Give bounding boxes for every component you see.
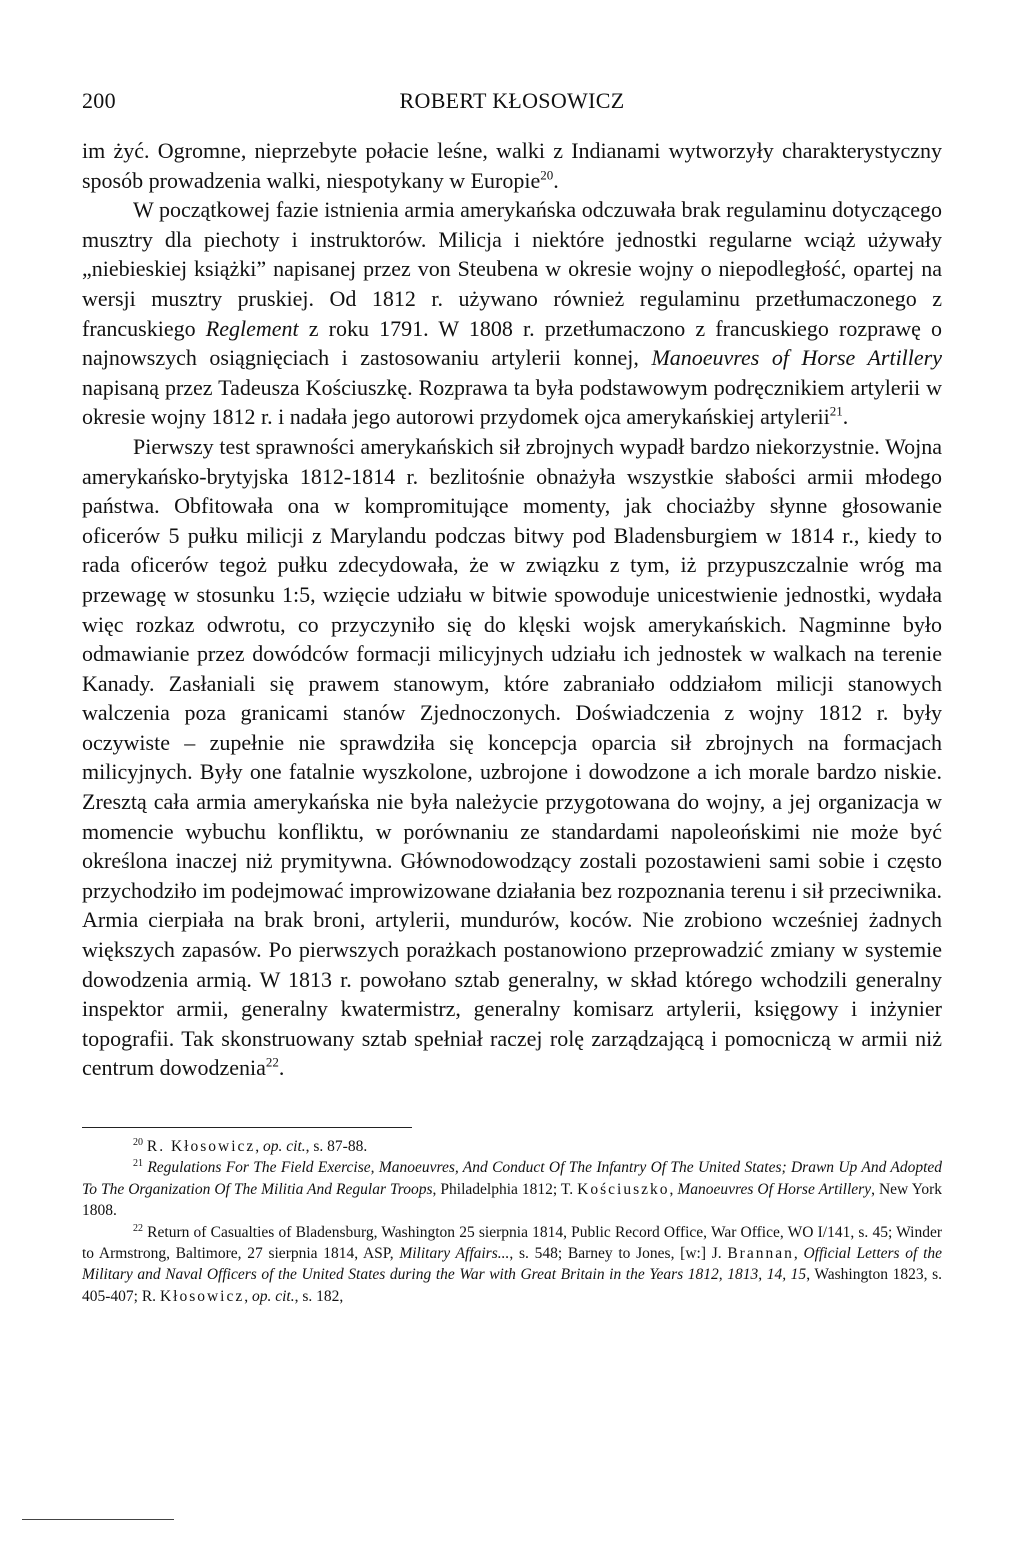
footnote-22 (82, 1222, 942, 1308)
footnote-italic: op. cit. (251, 1287, 295, 1305)
footnote-ref-20: 20 (540, 167, 554, 183)
footnote-21 (82, 1157, 942, 1221)
footnote-italic: Military Affairs... (399, 1245, 510, 1263)
paragraph-1 (82, 136, 942, 195)
paragraph-3-text: Pierwszy test sprawności amerykańskich sił zbrojnych wypadł bardzo niekorzystnie. Wojna amerykańsko-brytyjska 1812-1814 r. bezlitośnie obnażyła wszystkie słabości armii młodego państwa. Obfitowała ona w kompromitujące momenty, jak chociażby słynne głosowanie oficerów 5 pułku milicji z Marylandu podczas bitwy pod Bladensburgiem w 1814 r., kiedy to rada oficerów tegoż pułku zdecydowała, że w związku z tym, iż przypuszczalnie wróg ma przewagę w stosunku 1:5, wzięcie udziału w bitwie spowoduje unicestwienie jednostki, wydała więc rozkaz odwrotu, co przyczyniło się do klęski wojsk amerykańskich. Nagminne było odmawianie przez dowódców formacji milicyjnych udziału ich jednostek w walkach na terenie Kanady. Zasłaniali się prawem stanowym, które zabraniało oddziałom milicji stanowych walczenia poza granicami stanów Zjednoczonych. Doświadczenia z wojny 1812 r. były oczywiste – zupełnie nie sprawdziła się koncepcja oparcia sił zbrojnych na formacjach milicyjnych. Były one fatalnie wyszkolone, uzbrojone i dowodzone a ich morale bardzo niskie. Zresztą cała armia amerykańska nie była należycie przygotowana do wojny, a jej organizacja w momencie wybuchu konfliktu, w porównaniu ze standardami napoleońskimi nie może być określona inaczej niż prymitywna. Głównodowodzący zostali pozostawieni sami sobie i często przychodziło im podejmować improwizowane działania bez rozpoznania terenu i sił przeciwnika. Armia cierpiała na brak broni, artylerii, mundurów, koców. Nie zrobiono wcześniej żadnych większych zapasów. Po pierwszych porażkach postanowiono przeprowadzić zmiany w systemie dowodzenia armią. W 1813 r. powołano sztab generalny, w skład którego wchodzili generalny inspektor armii, generalny kwatermistrz, generalny komisarz artylerii, księgowy i inżynier topografii. Tak skonstruowany sztab spełniał raczej rolę zarządzającą i pomocniczą w armii niż centrum dowodzenia (82, 433, 942, 1081)
footnote-italic: Official Letters of the Military and Naval Officers of the United States during the War with Great Britain in the Years 1812, 1813, 14, 15 (82, 1245, 943, 1284)
footnote-text: , New York 1808. (82, 1180, 942, 1220)
footnote-text: , s. 87-88. (305, 1138, 368, 1155)
footnote-text: , Philadelphia 1812; T. (432, 1180, 578, 1198)
document-page (82, 88, 942, 1307)
footnote-separator (82, 1127, 412, 1128)
footnote-author: Kłosowicz (159, 1287, 245, 1305)
footnote-ref-22: 22 (265, 1055, 279, 1071)
footnote-number: 22 (133, 1222, 143, 1234)
footnote-ref-21: 21 (829, 404, 843, 420)
paragraph-3 (82, 432, 942, 1083)
footnote-number: 20 (133, 1136, 143, 1148)
italic-title-manoeuvres: Manoeuvres of Horse Artillery (651, 345, 942, 371)
footnote-text: , (793, 1245, 804, 1263)
footnote-text: , Washington 1823, s. 405-407; R. (82, 1266, 942, 1305)
body-text (82, 136, 942, 1083)
running-header-author: ROBERT KŁOSOWICZ (399, 88, 625, 113)
scan-edge-mark (22, 1519, 174, 1520)
footnote-author: Brannan (727, 1245, 794, 1263)
paragraph-2-text-a: W początkowej fazie istnienia armia amerykańska odczuwała brak regulaminu dotyczącego musztry dla piechoty i instruktorów. Milicja i niektóre jednostki regularne wciąż używały „niebieskiej książki” napisanej przez von Steubena w okresie wojny o niepodległość, opartej na wersji musztry pruskiej. Od 1812 r. używano również regulaminu przetłumaczonego z francuskiego (82, 197, 942, 341)
footnote-italic: Manoeuvres Of Horse Artillery (677, 1180, 872, 1198)
paragraph-1-text: im żyć. Ogromne, nieprzebyte połacie leśne, walki z Indianami wytworzyły charakterystyczny sposób prowadzenia walki, niespotykany w Europie (82, 138, 942, 193)
paragraph-2-end: . (842, 404, 849, 430)
paragraph-2 (82, 195, 942, 432)
paragraph-2-text-b: z roku 1791. W 1808 r. przetłumaczono z francuskiego rozprawę o najnowszych osiągnięciach i zastosowaniu artylerii konnej, (82, 315, 942, 371)
footnote-text: , (244, 1287, 252, 1305)
footnote-italic: Regulations For The Field Exercise, Manoeuvres, And Conduct Of The Infantry Of The United States; Drawn Up And Adopted To The Organization Of The Militia And Regular Troops (82, 1159, 943, 1198)
running-header (82, 88, 942, 122)
footnote-number: 21 (133, 1158, 143, 1170)
footnote-author: Kościuszko (577, 1180, 670, 1198)
footnote-author: R. Kłosowicz (146, 1138, 256, 1155)
footnote-text: , (255, 1138, 264, 1155)
footnote-text: , (669, 1180, 678, 1198)
paragraph-1-end: . (553, 167, 559, 193)
paragraph-3-end: . (278, 1055, 285, 1081)
footnote-text: Return of Casualties of Bladensburg, Washington 25 sierpnia 1814, Public Record Office, War Office, WO I/141, s. 45; Winder to Armstrong, Baltimore, 27 sierpnia 1814, ASP, (82, 1223, 942, 1263)
footnote-text: , s. 548; Barney to Jones, [w:] J. (509, 1245, 728, 1263)
footnotes (82, 1136, 942, 1307)
footnote-20 (82, 1136, 942, 1157)
page-number: 200 (82, 88, 116, 113)
paragraph-2-text-c: napisaną przez Tadeusza Kościuszkę. Rozprawa ta była podstawowym podręcznikiem artylerii w okresie wojny 1812 r. i nadała jego autorowi przydomek ojca amerykańskiej artylerii (82, 374, 942, 430)
footnote-text: , s. 182, (294, 1287, 344, 1305)
footnote-italic: op. cit. (263, 1138, 306, 1155)
italic-title-reglement: Reglement (205, 315, 299, 341)
